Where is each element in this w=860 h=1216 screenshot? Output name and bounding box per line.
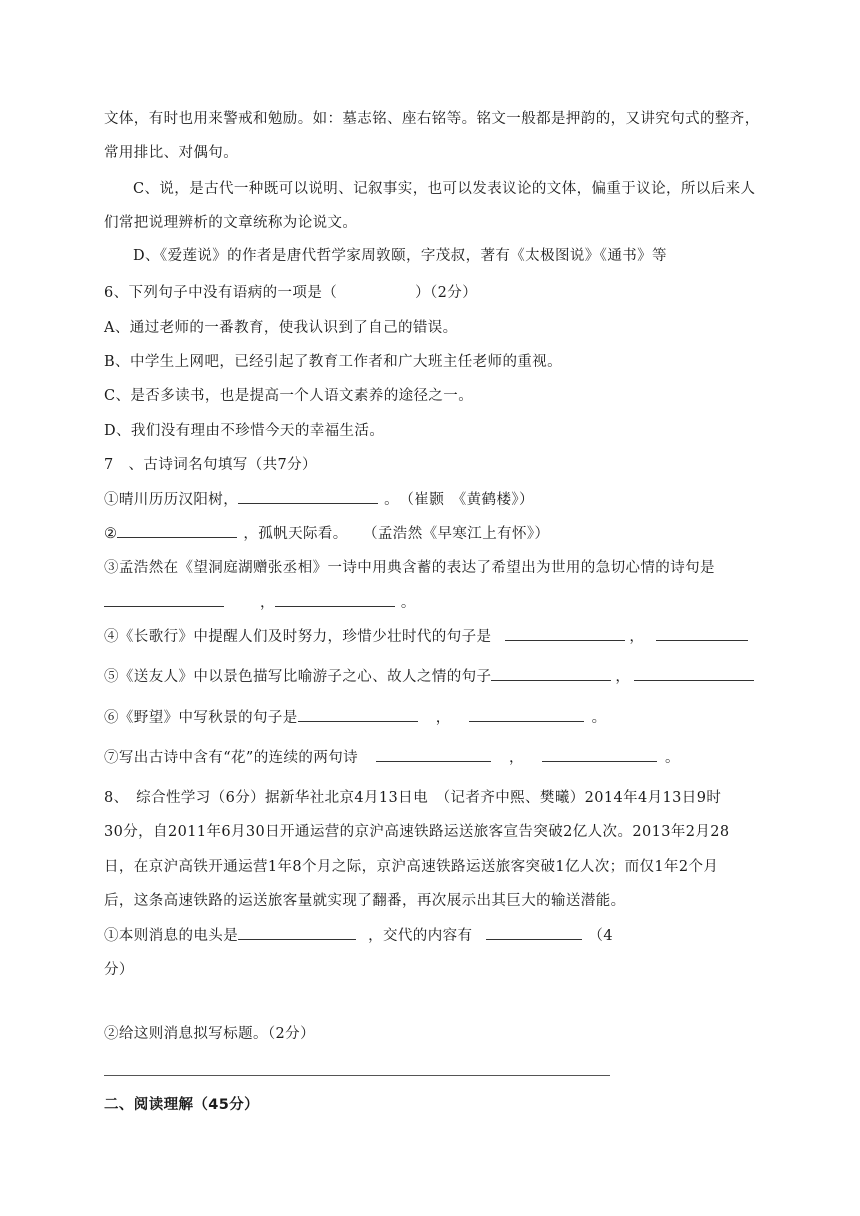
q6-option-d: D、我们没有理由不珍惜今天的幸福生活。 [104, 423, 385, 439]
answer-blank[interactable] [117, 523, 237, 538]
text-line: 后，这条高速铁路的运送旅客量就实现了翻番，再次展示出其巨大的输送潜能。 [104, 893, 626, 909]
answer-blank[interactable] [491, 666, 611, 681]
q6-option-c: C、是否多读书，也是提高一个人语文素养的途径之一。 [104, 388, 474, 404]
answer-blank[interactable] [298, 707, 418, 722]
poem-item-4-text: ④《长歌行》中提醒人们及时努力，珍惜少壮时代的句子是 [104, 629, 492, 645]
poem-item-3: ③孟浩然在《望洞庭湖赠张丞相》一诗中用典含蓄的表达了希望出为世用的急切心情的诗句是 [104, 560, 715, 576]
poem-item-7-text: ⑦写出古诗中含有“花”的连续的两句诗 [104, 750, 359, 766]
text-line: 常用排比、对偶句。 [104, 145, 239, 161]
q8-subquestion-1 [104, 925, 613, 946]
poem-item-4 [104, 626, 748, 647]
answer-blank[interactable] [275, 592, 395, 607]
answer-blank[interactable] [104, 592, 224, 607]
question-6-points: ）（2分） [415, 285, 478, 301]
period: 。 [400, 595, 416, 611]
comma: ， [260, 595, 275, 611]
answer-blank[interactable] [634, 666, 754, 681]
poem-item-6-text: ⑥《野望》中写秋景的句子是 [104, 710, 298, 726]
poem-item-1-text: ①晴川历历汉阳树， [104, 492, 239, 508]
answer-blank[interactable] [542, 747, 657, 762]
poem-item-1-source: 。 （崔颢 《黄鹤楼》） [384, 492, 534, 508]
comma: ， [629, 629, 645, 645]
question-6-stem: 6、下列句子中没有语病的一项是（ [104, 285, 338, 301]
comma: ， [509, 750, 524, 766]
q6-option-a: A、通过老师的一番教育，使我认识到了自己的错误。 [104, 320, 458, 336]
q8-sub1-text-2: ，交代的内容有 [368, 928, 473, 944]
text-line: 们常把说理辨析的文章统称为论说文。 [104, 215, 358, 231]
poem-item-6 [104, 707, 607, 728]
answer-blank[interactable] [469, 707, 584, 722]
period: 。 [591, 710, 607, 726]
q8-sub1-points-cont: 分） [104, 962, 134, 978]
poem-item-3-answers [104, 592, 416, 613]
answer-blank[interactable] [486, 925, 582, 940]
period: 。 [664, 750, 680, 766]
poem-item-2-text: ，孤帆天际看。 （孟浩然《早寒江上有怀》） [243, 526, 550, 542]
answer-blank[interactable] [238, 925, 356, 940]
answer-blank[interactable] [238, 489, 378, 504]
option-d-note: D、《爱莲说》的作者是唐代哲学家周敦颐，字茂叔，著有《太极图说》《通书》等 [133, 248, 667, 264]
question-6 [104, 283, 477, 303]
q6-option-b: B、中学生上网吧，已经引起了教育工作者和广大班主任老师的重视。 [104, 354, 563, 370]
text-line: 日，在京沪高铁开通运营1年8个月之际，京沪高速铁路运送旅客突破1亿人次；而仅1年2个月 [104, 859, 719, 875]
answer-line[interactable] [104, 1075, 610, 1076]
poem-item-2-label: ② [104, 526, 118, 542]
option-c-note: C、说，是古代一种既可以说明、记叙事实，也可以发表议论的文体，偏重于议论，所以后来人 [133, 181, 756, 197]
comma: ， [435, 710, 451, 726]
poem-item-1 [104, 489, 534, 510]
answer-blank[interactable] [376, 747, 491, 762]
answer-blank[interactable] [656, 626, 748, 641]
text-line: 文体，有时也用来警戒和勉励。如：墓志铭、座右铭等。铭文一般都是押韵的，又讲究句式的整齐， [104, 111, 760, 127]
q8-sub1-text: ①本则消息的电头是 [104, 928, 239, 944]
answer-blank[interactable] [505, 626, 625, 641]
poem-item-5-text: ⑤《送友人》中以景色描写比喻游子之心、故人之情的句子 [104, 669, 492, 685]
question-7: 7 、古诗词名句填写（共7分） [104, 457, 317, 473]
poem-item-7 [104, 747, 680, 768]
question-8: 8、 综合性学习（6分）据新华社北京4月13日电 （记者齐中熙、樊曦）2014年4月13日9时 [104, 790, 722, 806]
comma: ， [615, 669, 631, 685]
poem-item-2 [104, 523, 549, 544]
section-2-heading: 二、阅读理解（45分） [104, 1097, 260, 1113]
text-line: 30分，自2011年6月30日开通运营的京沪高速铁路运送旅客宣告突破2亿人次。2013年2月28 [104, 824, 730, 840]
q8-subquestion-2: ②给这则消息拟写标题。（2分） [104, 1026, 315, 1042]
q8-sub1-points: （4 [588, 928, 613, 944]
poem-item-5 [104, 666, 754, 687]
